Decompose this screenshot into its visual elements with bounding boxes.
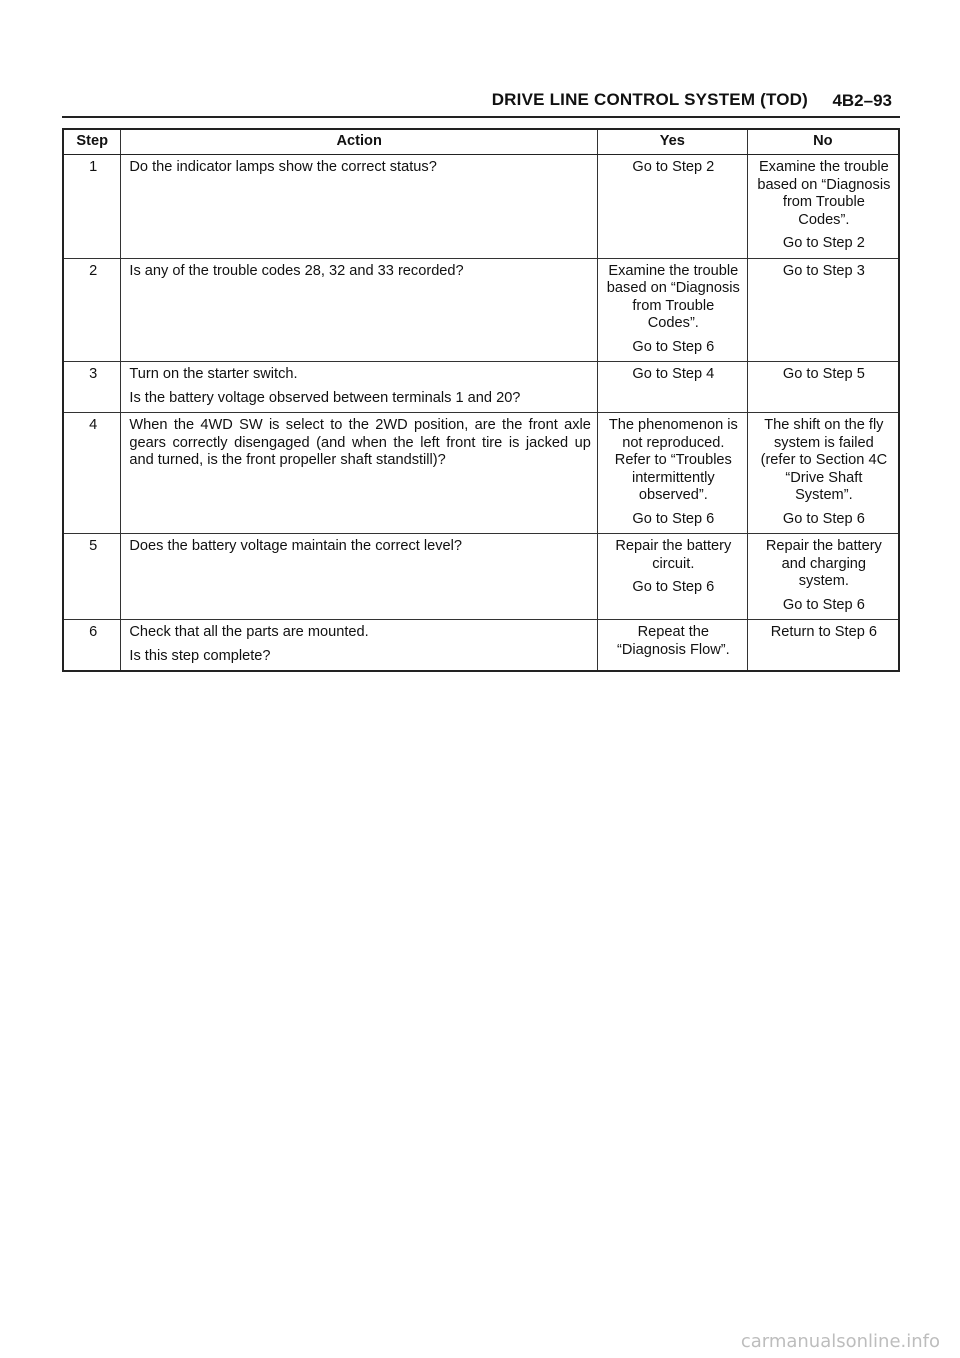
action-question: Is this step complete? — [129, 647, 271, 664]
page-number: 4B2–93 — [832, 91, 892, 110]
step-number: 1 — [63, 155, 121, 259]
yes-goto: Go to Step 4 — [632, 366, 715, 382]
watermark: carmanualsonline.info — [740, 1331, 940, 1352]
action-text: Check that all the parts are mounted. — [129, 624, 369, 640]
no-cell — [747, 155, 899, 259]
no-goto: Go to Step 6 — [782, 510, 865, 527]
step-number: 2 — [63, 258, 121, 362]
no-text: The shift on the fly system is failed (refer to Section 4C “Drive Shaft System”. — [760, 417, 888, 503]
no-cell — [747, 534, 899, 620]
step-number: 6 — [63, 620, 121, 672]
yes-goto: Go to Step 6 — [632, 579, 715, 595]
action-text: When the 4WD SW is select to the 2WD position, are the front axle gears correctly disengaged (and when the left front tire is jacked up and turned, is the front propeller shaft standstill)? — [129, 417, 591, 468]
action-text: Turn on the starter switch. — [129, 366, 298, 382]
header-action: Action — [121, 129, 598, 155]
no-goto: Go to Step 6 — [782, 596, 865, 613]
yes-cell — [597, 620, 747, 672]
action-cell — [121, 258, 598, 362]
section-title: DRIVE LINE CONTROL SYSTEM (TOD) — [491, 90, 808, 109]
no-text: Examine the trouble based on “Diagnosis from Trouble Codes”. — [757, 159, 891, 228]
header-yes: Yes — [597, 129, 747, 155]
action-cell — [121, 362, 598, 413]
no-goto: Go to Step 2 — [782, 235, 865, 251]
yes-text: Go to Step 2 — [632, 159, 715, 175]
yes-text: Repeat the “Diagnosis Flow”. — [616, 624, 730, 658]
table-row — [63, 258, 899, 362]
table-row — [63, 534, 899, 620]
table-row — [63, 155, 899, 259]
action-text: Do the indicator lamps show the correct status? — [129, 159, 437, 175]
step-number: 5 — [63, 534, 121, 620]
yes-cell — [597, 155, 747, 259]
action-cell — [121, 620, 598, 672]
diagnosis-table — [62, 128, 900, 672]
header-step: Step — [63, 129, 121, 155]
no-text: Repair the battery and charging system. — [765, 538, 882, 589]
table-row — [63, 362, 899, 413]
table-row — [63, 620, 899, 672]
action-cell — [121, 155, 598, 259]
action-question: Is the battery voltage observed between terminals 1 and 20? — [129, 389, 521, 406]
step-number: 3 — [63, 362, 121, 413]
no-cell — [747, 413, 899, 534]
yes-cell — [597, 258, 747, 362]
yes-text: Examine the trouble based on “Diagnosis from Trouble Codes”. — [606, 262, 740, 331]
table-header-row — [63, 129, 899, 155]
action-cell — [121, 534, 598, 620]
yes-cell — [597, 362, 747, 413]
no-goto: Return to Step 6 — [770, 624, 877, 640]
step-number: 4 — [63, 413, 121, 534]
yes-goto: Go to Step 6 — [632, 510, 715, 527]
page-header — [62, 86, 900, 118]
action-text: Is any of the trouble codes 28, 32 and 33 recorded? — [129, 262, 464, 279]
yes-text: The phenomenon is not reproduced. Refer to “Troubles intermittently observed”. — [608, 417, 738, 503]
header-no: No — [747, 129, 899, 155]
no-cell — [747, 620, 899, 672]
action-text: Does the battery voltage maintain the correct level? — [129, 538, 462, 554]
yes-goto: Go to Step 6 — [632, 338, 715, 355]
action-cell — [121, 413, 598, 534]
yes-cell — [597, 534, 747, 620]
yes-cell — [597, 413, 747, 534]
no-cell — [747, 362, 899, 413]
no-goto: Go to Step 5 — [782, 366, 865, 382]
yes-text: Repair the battery circuit. — [615, 538, 732, 572]
no-cell — [747, 258, 899, 362]
table-row — [63, 413, 899, 534]
no-goto: Go to Step 3 — [782, 262, 865, 279]
